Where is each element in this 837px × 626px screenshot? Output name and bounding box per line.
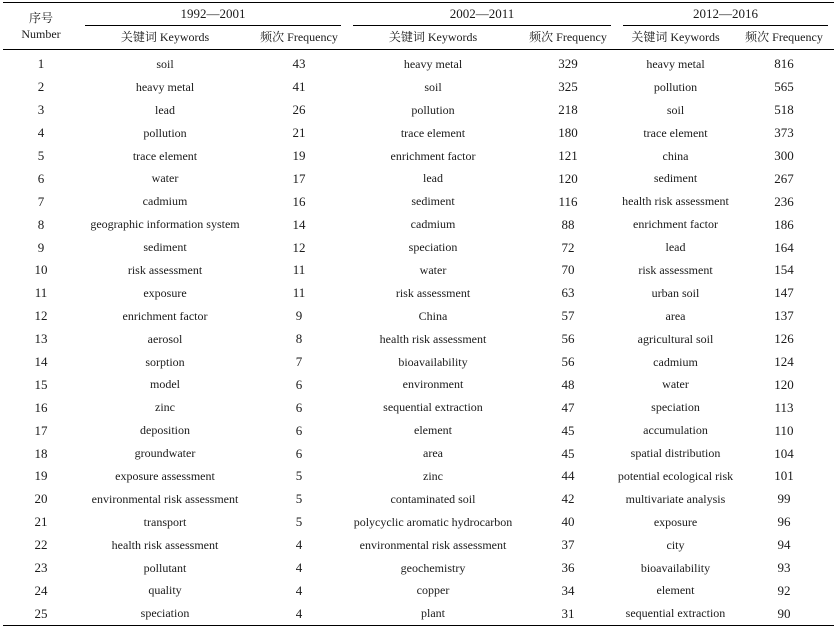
frequency-2002-2011: 56 [561, 331, 575, 347]
frequency-1992-2001: 16 [292, 193, 306, 209]
keyword-1992-2001: pollution [143, 125, 187, 140]
table-row [3, 190, 834, 213]
keyword-1992-2001: model [150, 377, 180, 392]
frequency-2012-2016: 236 [774, 193, 794, 209]
row-number: 8 [37, 216, 45, 232]
keyword-2002-2011: China [418, 308, 448, 323]
frequency-2002-2011: 42 [561, 491, 575, 507]
period-label-1: 1992—2001 [85, 3, 341, 26]
keyword-frequency-table [3, 2, 834, 626]
keyword-1992-2001: exposure [143, 285, 187, 300]
frequency-2012-2016: 99 [777, 491, 791, 507]
frequency-1992-2001: 5 [295, 514, 303, 530]
frequency-2002-2011: 45 [561, 422, 575, 438]
row-number: 21 [34, 514, 48, 530]
keyword-2002-2011: sediment [411, 194, 455, 209]
keyword-2002-2011: geochemistry [400, 560, 466, 575]
keyword-1992-2001: transport [143, 514, 187, 529]
frequency-2002-2011: 325 [558, 79, 578, 95]
row-number: 11 [34, 285, 48, 301]
table-row [3, 328, 834, 351]
keyword-2012-2016: enrichment factor [633, 217, 718, 232]
frequency-header-3: 频次 Frequency [745, 30, 823, 44]
keyword-2012-2016: health risk assessment [622, 194, 729, 209]
frequency-2012-2016: 92 [777, 582, 791, 598]
frequency-2012-2016: 94 [777, 537, 791, 553]
frequency-1992-2001: 5 [295, 491, 303, 507]
keyword-1992-2001: geographic information system [90, 217, 240, 232]
table-row [3, 579, 834, 602]
table-row [3, 236, 834, 259]
frequency-2012-2016: 104 [774, 445, 794, 461]
keyword-2002-2011: enrichment factor [390, 148, 476, 163]
keyword-2012-2016: cadmium [653, 354, 698, 369]
frequency-2002-2011: 329 [558, 56, 578, 72]
keyword-1992-2001: environmental risk assessment [91, 491, 239, 506]
keyword-1992-2001: groundwater [134, 446, 196, 461]
table-row [3, 419, 834, 442]
keyword-1992-2001: cadmium [142, 194, 188, 209]
frequency-1992-2001: 26 [292, 102, 306, 118]
frequency-2002-2011: 63 [561, 285, 575, 301]
period-header-1 [79, 3, 347, 27]
table-row [3, 557, 834, 580]
row-number: 15 [34, 376, 48, 392]
frequency-1992-2001: 4 [295, 537, 303, 553]
keyword-1992-2001: exposure assessment [115, 468, 215, 483]
frequency-1992-2001: 6 [295, 399, 303, 415]
frequency-2002-2011: 48 [561, 376, 575, 392]
keyword-2012-2016: accumulation [643, 423, 708, 438]
row-number: 20 [34, 491, 48, 507]
frequency-2002-2011: 34 [561, 582, 575, 598]
frequency-2012-2016: 101 [774, 468, 794, 484]
keyword-2002-2011: zinc [423, 468, 443, 483]
frequency-2012-2016: 90 [777, 605, 791, 621]
row-number: 6 [37, 170, 45, 186]
keyword-1992-2001: trace element [132, 148, 198, 163]
frequency-2002-2011: 57 [561, 308, 575, 324]
row-number: 17 [34, 422, 48, 438]
frequency-1992-2001: 19 [292, 148, 306, 163]
keyword-2012-2016: city [666, 537, 685, 552]
frequency-2002-2011: 72 [561, 239, 575, 255]
frequency-2012-2016: 267 [774, 170, 794, 186]
period-label-3: 2012—2016 [623, 3, 828, 26]
keyword-2012-2016: multivariate analysis [625, 491, 726, 506]
frequency-2012-2016: 113 [774, 399, 794, 415]
keyword-1992-2001: deposition [140, 423, 190, 438]
table-body [3, 50, 834, 626]
frequency-1992-2001: 41 [292, 79, 306, 95]
frequency-1992-2001: 6 [295, 422, 303, 438]
frequency-2012-2016: 164 [774, 239, 794, 255]
table-row [3, 488, 834, 511]
frequency-1992-2001: 5 [295, 468, 303, 484]
keywords-header-1: 关键词 Keywords [120, 30, 210, 44]
keyword-2012-2016: sediment [653, 171, 698, 186]
row-number: 3 [37, 102, 45, 118]
frequency-2012-2016: 124 [774, 354, 794, 370]
keyword-2012-2016: element [656, 583, 695, 598]
keywords-header-2: 关键词 Keywords [388, 30, 478, 44]
table-row [3, 442, 834, 465]
table-row [3, 396, 834, 419]
row-number: 1 [37, 56, 45, 72]
frequency-2002-2011: 218 [558, 102, 578, 118]
keyword-2002-2011: element [414, 423, 452, 438]
keyword-2002-2011: polycyclic aromatic hydrocarbon [353, 514, 513, 529]
keyword-2002-2011: cadmium [410, 217, 456, 232]
frequency-2012-2016: 137 [774, 308, 794, 324]
keyword-frequency-table-container [3, 2, 834, 626]
keyword-2002-2011: trace element [400, 125, 466, 140]
row-number: 23 [34, 560, 48, 576]
frequency-2002-2011: 70 [561, 262, 575, 278]
frequency-2002-2011: 180 [558, 125, 578, 141]
frequency-2012-2016: 300 [774, 148, 794, 163]
number-column-header [3, 3, 79, 50]
frequency-2012-2016: 518 [774, 102, 794, 118]
keyword-1992-2001: quality [148, 583, 182, 598]
keyword-2002-2011: environmental risk assessment [359, 537, 507, 552]
keyword-2002-2011: water [419, 262, 447, 277]
keyword-2002-2011: lead [423, 171, 443, 186]
row-number: 14 [34, 354, 48, 370]
keyword-2002-2011: bioavailability [398, 354, 468, 369]
keyword-1992-2001: enrichment factor [122, 308, 208, 323]
keyword-1992-2001: health risk assessment [111, 537, 219, 552]
keyword-1992-2001: speciation [140, 606, 190, 621]
frequency-1992-2001: 6 [295, 445, 303, 461]
keywords-header-3: 关键词 Keywords [631, 30, 720, 44]
frequency-2012-2016: 373 [774, 125, 794, 141]
row-number: 9 [37, 239, 45, 255]
frequency-2002-2011: 116 [558, 193, 578, 209]
row-number: 2 [37, 79, 45, 95]
keyword-2012-2016: potential ecological risk [617, 468, 734, 483]
frequency-1992-2001: 21 [292, 125, 306, 141]
keyword-2012-2016: lead [665, 240, 686, 255]
frequency-1992-2001: 4 [295, 605, 303, 621]
keyword-1992-2001: heavy metal [135, 79, 195, 94]
frequency-1992-2001: 11 [292, 262, 306, 278]
keyword-2012-2016: spatial distribution [630, 446, 721, 461]
frequency-1992-2001: 17 [292, 170, 306, 186]
row-number: 13 [34, 331, 48, 347]
frequency-header-2: 频次 Frequency [529, 30, 607, 44]
keyword-2012-2016: urban soil [651, 285, 700, 300]
keyword-2012-2016: area [665, 308, 686, 323]
keyword-2012-2016: water [662, 377, 689, 392]
table-row [3, 145, 834, 168]
table-row [3, 373, 834, 396]
number-label-cn: 序号 [28, 11, 53, 25]
row-number: 5 [37, 148, 45, 163]
frequency-2012-2016: 186 [774, 216, 794, 232]
frequency-2002-2011: 121 [558, 148, 578, 163]
frequency-2012-2016: 110 [774, 422, 794, 438]
keyword-2012-2016: trace element [643, 125, 708, 140]
number-label-en: Number [21, 27, 61, 41]
keyword-2012-2016: pollution [653, 79, 698, 94]
frequency-2012-2016: 96 [777, 514, 791, 530]
keyword-2002-2011: speciation [408, 240, 458, 255]
period-header-3 [617, 3, 834, 27]
keyword-2012-2016: risk assessment [638, 262, 713, 277]
frequency-1992-2001: 14 [292, 216, 306, 232]
frequency-2012-2016: 816 [774, 56, 794, 72]
frequency-1992-2001: 6 [295, 376, 303, 392]
keyword-2002-2011: area [423, 446, 443, 461]
frequency-1992-2001: 7 [295, 354, 303, 370]
frequency-2002-2011: 56 [561, 354, 575, 370]
keyword-2012-2016: soil [666, 102, 685, 117]
frequency-2012-2016: 147 [774, 285, 794, 301]
row-number: 25 [34, 605, 48, 621]
row-number: 12 [34, 308, 48, 324]
keyword-2002-2011: health risk assessment [379, 331, 487, 346]
table-header [3, 3, 834, 50]
row-number: 24 [34, 582, 48, 598]
period-label-2: 2002—2011 [353, 3, 611, 26]
frequency-1992-2001: 8 [295, 331, 303, 347]
keyword-1992-2001: lead [155, 102, 175, 117]
frequency-1992-2001: 4 [295, 582, 303, 598]
frequency-2002-2011: 45 [561, 445, 575, 461]
frequency-2002-2011: 44 [561, 468, 575, 484]
keyword-2012-2016: china [662, 148, 689, 163]
keyword-1992-2001: risk assessment [127, 262, 203, 277]
keyword-1992-2001: zinc [155, 400, 175, 415]
table-row [3, 99, 834, 122]
row-number: 4 [37, 125, 45, 141]
keyword-2002-2011: contaminated soil [390, 491, 476, 506]
keyword-2012-2016: heavy metal [646, 56, 705, 71]
keyword-2002-2011: heavy metal [403, 56, 463, 71]
table-row [3, 351, 834, 374]
frequency-2012-2016: 154 [774, 262, 794, 278]
table-row [3, 511, 834, 534]
frequency-header-1: 频次 Frequency [260, 30, 338, 44]
table-row [3, 122, 834, 145]
keyword-1992-2001: sediment [143, 240, 187, 255]
keyword-2012-2016: sequential extraction [625, 606, 726, 621]
keyword-1992-2001: water [151, 171, 179, 186]
keyword-2012-2016: exposure [653, 514, 698, 529]
frequency-1992-2001: 11 [292, 285, 306, 301]
frequency-2012-2016: 565 [774, 79, 794, 95]
table-row [3, 305, 834, 328]
frequency-2012-2016: 93 [777, 560, 791, 576]
table-row [3, 213, 834, 236]
table-row [3, 167, 834, 190]
frequency-2012-2016: 126 [774, 331, 794, 347]
frequency-2002-2011: 120 [558, 170, 578, 186]
keyword-2002-2011: pollution [411, 102, 455, 117]
keyword-2002-2011: soil [424, 79, 442, 94]
frequency-2002-2011: 36 [561, 560, 575, 576]
frequency-1992-2001: 9 [295, 308, 303, 324]
keyword-1992-2001: aerosol [147, 331, 183, 346]
keyword-2002-2011: environment [402, 377, 464, 392]
frequency-1992-2001: 12 [292, 239, 306, 255]
frequency-2002-2011: 47 [561, 399, 575, 415]
keyword-2002-2011: sequential extraction [383, 400, 483, 415]
row-number: 19 [34, 468, 48, 484]
table-row [3, 259, 834, 282]
row-number: 10 [34, 262, 48, 278]
keyword-2012-2016: bioavailability [640, 560, 711, 575]
period-header-2 [347, 3, 617, 27]
row-number: 18 [34, 445, 48, 461]
table-row [3, 50, 834, 76]
frequency-2002-2011: 88 [561, 216, 575, 232]
keyword-2012-2016: agricultural soil [637, 331, 714, 346]
table-row [3, 282, 834, 305]
row-number: 16 [34, 399, 48, 415]
keyword-2002-2011: copper [416, 583, 450, 598]
frequency-2002-2011: 31 [561, 605, 575, 621]
keyword-2002-2011: plant [421, 606, 445, 621]
row-number: 22 [34, 537, 48, 553]
keyword-2012-2016: speciation [651, 400, 700, 415]
frequency-1992-2001: 4 [295, 560, 303, 576]
keyword-2002-2011: risk assessment [395, 285, 471, 300]
keyword-1992-2001: soil [156, 56, 174, 71]
frequency-2012-2016: 120 [774, 376, 794, 392]
table-row [3, 534, 834, 557]
table-row [3, 465, 834, 488]
table-row [3, 602, 834, 625]
keyword-1992-2001: pollutant [143, 560, 187, 575]
table-row [3, 76, 834, 99]
frequency-2002-2011: 37 [561, 537, 575, 553]
row-number: 7 [37, 193, 45, 209]
frequency-2002-2011: 40 [561, 514, 575, 530]
keyword-1992-2001: sorption [145, 354, 185, 369]
frequency-1992-2001: 43 [292, 56, 306, 72]
